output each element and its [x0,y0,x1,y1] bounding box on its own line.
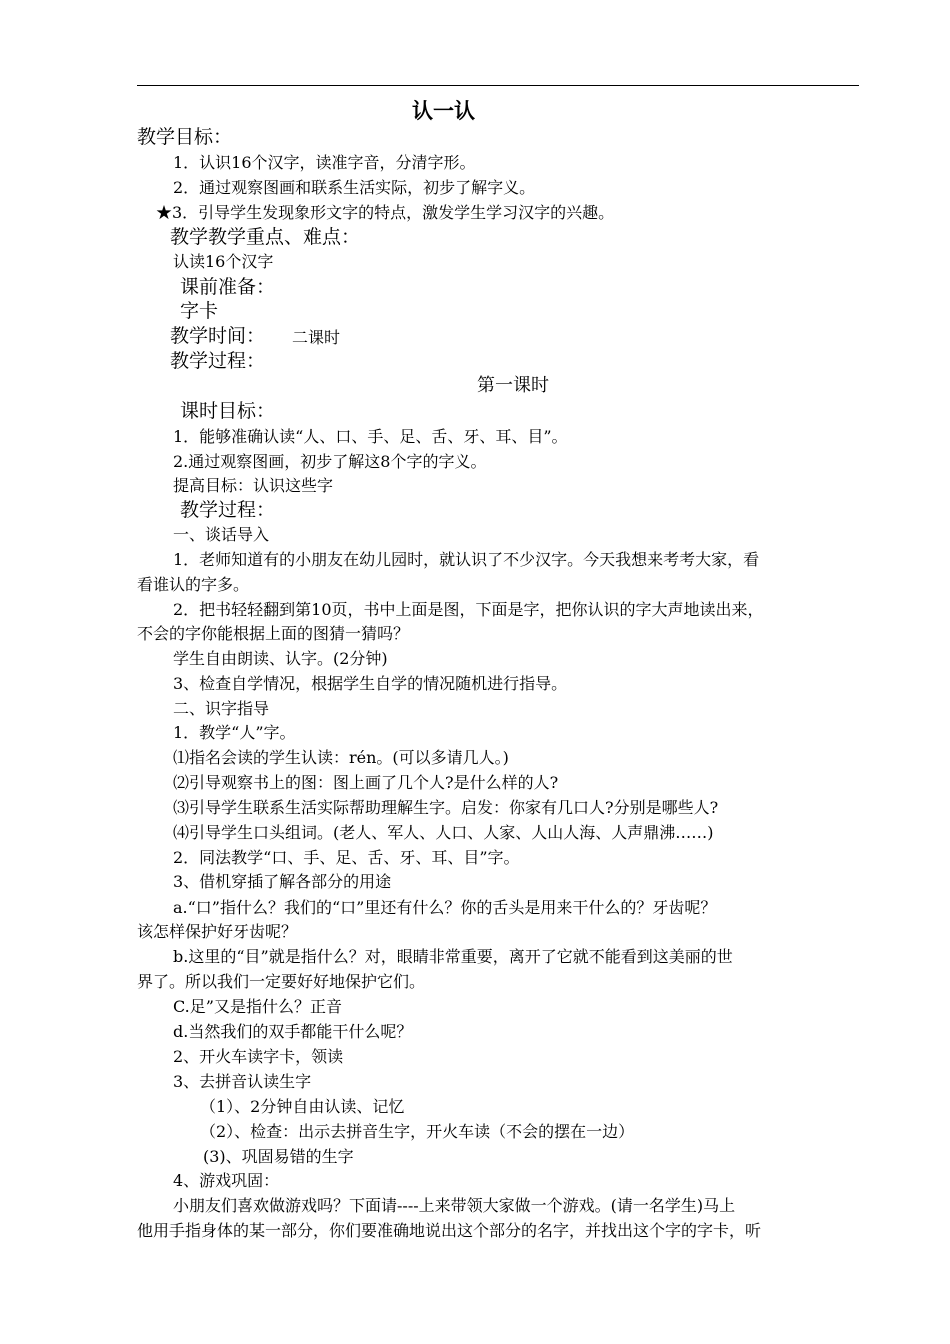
section-heading-key-points: 教学教学重点、难点： [170,226,361,248]
text-line: 2．把书轻轻翻到第10页，书中上面是图，下面是字，把你认识的字大声地读出来， [173,600,764,619]
section-heading-process-2: 教学过程： [180,499,276,521]
text-line: 一、谈话导入 [173,525,270,544]
text-line: 小朋友们喜欢做游戏吗？下面请----上来带领大家做一个游戏。(请一名学生)马上 [173,1196,736,1215]
text-line: b.这里的“目”就是指什么？对，眼睛非常重要，离开了它就不能看到这美丽的世 [173,947,733,966]
section-heading-teaching-goals: 教学目标： [137,126,233,148]
lesson-heading: 第一课时 [477,375,549,396]
text-line: C.足”又是指什么？正音 [173,997,342,1016]
text-line: 认读16个汉字 [173,252,274,271]
text-line: ⑴指名会读的学生认读：rén。(可以多请几人。) [173,748,509,767]
section-heading-preparation: 课前准备： [180,276,276,298]
document-title: 认一认 [412,98,475,123]
text-line: (3)、巩固易错的生字 [203,1147,354,1166]
text-line-starred: ★3．引导学生发现象形文字的特点，激发学生学习汉字的兴趣。 [156,203,615,222]
header-rule [137,85,859,86]
section-heading-lesson-goals: 课时目标： [180,400,276,422]
text-line: 1．认识16个汉字，读准字音，分清字形。 [173,153,476,172]
text-line: ⑷引导学生口头组词。(老人、军人、人口、人家、人山人海、人声鼎沸……) [173,823,714,842]
section-heading-process: 教学过程： [170,350,266,372]
text-line: 2．同法教学“口、手、足、舌、牙、耳、目”字。 [173,848,520,867]
text-line: 1．能够准确认读“人、口、手、足、舌、牙、耳、目”。 [173,427,568,446]
text-line: 2.通过观察图画，初步了解这8个字的字义。 [173,452,487,471]
section-heading-time: 教学时间： [170,325,266,347]
text-line: 3、借机穿插了解各部分的用途 [173,872,392,891]
text-line: 3、检查自学情况，根据学生自学的情况随机进行指导。 [173,674,568,693]
text-line: 3、去拼音认读生字 [173,1072,312,1091]
text-line: 二、识字指导 [173,699,270,718]
text-line: 该怎样保护好牙齿呢？ [137,922,298,941]
text-line: ⑶引导学生联系生活实际帮助理解生字。启发：你家有几口人?分别是哪些人? [173,798,719,817]
text-line: 不会的字你能根据上面的图猜一猜吗？ [137,624,410,643]
text-line: 字卡 [180,300,219,322]
text-line: ⑵引导观察书上的图：图上画了几个人?是什么样的人? [173,773,559,792]
text-line: 界了。所以我们一定要好好地保护它们。 [137,972,426,991]
time-value: 二课时 [292,328,341,347]
text-line: 1．老师知道有的小朋友在幼儿园时，就认识了不少汉字。今天我想来考考大家，看 [173,550,760,569]
text-line: 2、开火车读字卡，领读 [173,1047,344,1066]
text-line: 提高目标：认识这些字 [173,476,334,495]
text-line: 1．教学“人”字。 [173,723,296,742]
text-line: 他用手指身体的某一部分，你们要准确地说出这个部分的名字，并找出这个字的字卡，听 [137,1221,762,1240]
text-line: d.当然我们的双手都能干什么呢？ [173,1022,413,1041]
text-line: （2）、检查：出示去拼音生字，开火车读（不会的摆在一边） [200,1122,635,1141]
text-line: 学生自由朗读、认字。(2分钟) [173,649,388,668]
text-line: 2．通过观察图画和联系生活实际，初步了解字义。 [173,178,536,197]
text-line: （1）、2分钟自由认读、记忆 [200,1097,405,1116]
text-line: 看谁认的字多。 [137,575,250,594]
text-line: 4、游戏巩固： [173,1171,280,1190]
text-line: a.“口”指什么？我们的“口”里还有什么？你的舌头是用来干什么的？牙齿呢？ [173,898,717,917]
